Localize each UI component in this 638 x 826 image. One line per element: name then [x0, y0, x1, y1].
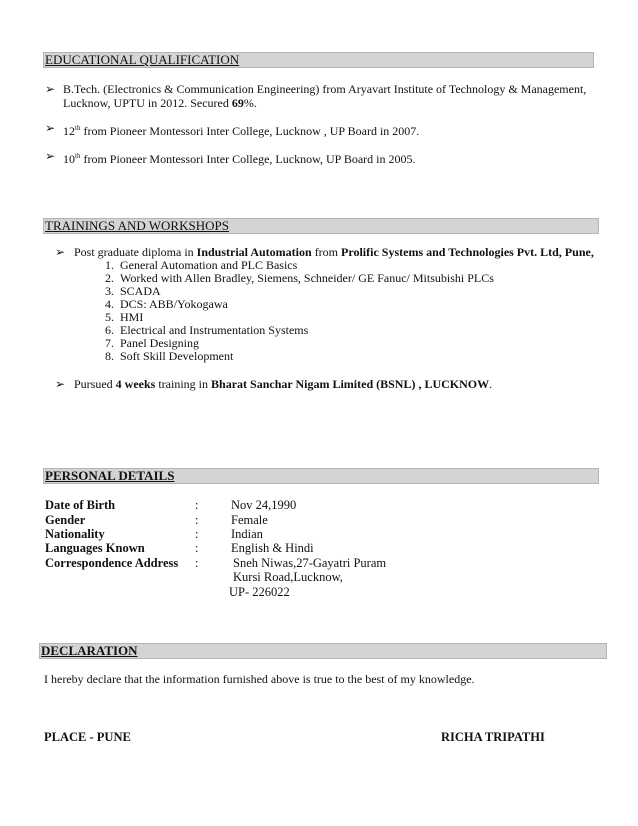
section-heading-declaration	[39, 643, 607, 659]
personal-value-nationality: Indian	[231, 527, 263, 541]
education-item-10th: 10th from Pioneer Montessori Inter College, Lucknow, UP Board in 2005.	[63, 152, 416, 166]
personal-label-address: Correspondence Address	[45, 556, 179, 570]
section-heading-trainings	[43, 218, 599, 234]
section-heading-text: EDUCATIONAL QUALIFICATION	[45, 52, 240, 67]
training-list-item: 1. General Automation and PLC Basics	[105, 258, 298, 272]
personal-colon: :	[195, 513, 199, 527]
personal-label-languages: Languages Known	[45, 541, 145, 555]
section-heading-personal	[43, 468, 599, 484]
arrow-bullet-icon: ➢	[55, 245, 66, 259]
personal-colon: :	[195, 556, 199, 570]
personal-colon: :	[195, 541, 199, 555]
personal-value-address: Sneh Niwas,27-Gayatri Puram	[233, 556, 387, 570]
personal-colon: :	[195, 498, 199, 512]
personal-value-dob: Nov 24,1990	[231, 498, 297, 512]
section-heading-education	[43, 52, 594, 68]
training-list-item: 6. Electrical and Instrumentation Systems	[105, 323, 309, 337]
training-item-pg-diploma: Post graduate diploma in Industrial Automation from Prolific Systems and Technologies Pvt. Ltd, Pune,	[74, 245, 594, 259]
personal-label-dob: Date of Birth	[45, 498, 116, 512]
personal-value-languages: English & Hindi	[231, 541, 314, 555]
footer-signature-name: RICHA TRIPATHI	[441, 730, 545, 744]
section-heading-text: DECLARATION	[41, 643, 138, 658]
personal-value-gender: Female	[231, 513, 268, 527]
education-item-btech: B.Tech. (Electronics & Communication Engineering) from Aryavart Institute of Technology & Management,	[63, 82, 587, 96]
personal-value-address-line3: UP- 226022	[229, 585, 290, 599]
education-item-12th: 12th from Pioneer Montessori Inter College, Lucknow , UP Board in 2007.	[63, 124, 420, 138]
training-list-item: 4. DCS: ABB/Yokogawa	[105, 297, 228, 311]
training-list-item: 3. SCADA	[105, 284, 161, 298]
training-list-item: 7. Panel Designing	[105, 336, 199, 350]
training-item-bsnl: Pursued 4 weeks training in Bharat Sanchar Nigam Limited (BSNL) , LUCKNOW.	[74, 377, 493, 391]
declaration-text: I hereby declare that the information furnished above is true to the best of my knowledge.	[44, 672, 475, 686]
training-list-item: 8. Soft Skill Development	[105, 349, 234, 363]
personal-label-nationality: Nationality	[45, 527, 105, 541]
arrow-bullet-icon: ➢	[45, 82, 56, 96]
training-list-item: 2. Worked with Allen Bradley, Siemens, Schneider/ GE Fanuc/ Mitsubishi PLCs	[105, 271, 494, 285]
education-item-btech-line2: Lucknow, UPTU in 2012. Secured 69%.	[63, 96, 257, 110]
section-heading-text: PERSONAL DETAILS	[45, 468, 175, 483]
footer-place: PLACE - PUNE	[44, 730, 131, 744]
section-heading-text: TRAININGS AND WORKSHOPS	[45, 218, 229, 233]
arrow-bullet-icon: ➢	[55, 377, 66, 391]
arrow-bullet-icon: ➢	[45, 149, 56, 163]
personal-value-address-line2: Kursi Road,Lucknow,	[233, 570, 343, 584]
personal-colon: :	[195, 527, 199, 541]
training-list-item: 5. HMI	[105, 310, 144, 324]
personal-label-gender: Gender	[45, 513, 86, 527]
arrow-bullet-icon: ➢	[45, 121, 56, 135]
